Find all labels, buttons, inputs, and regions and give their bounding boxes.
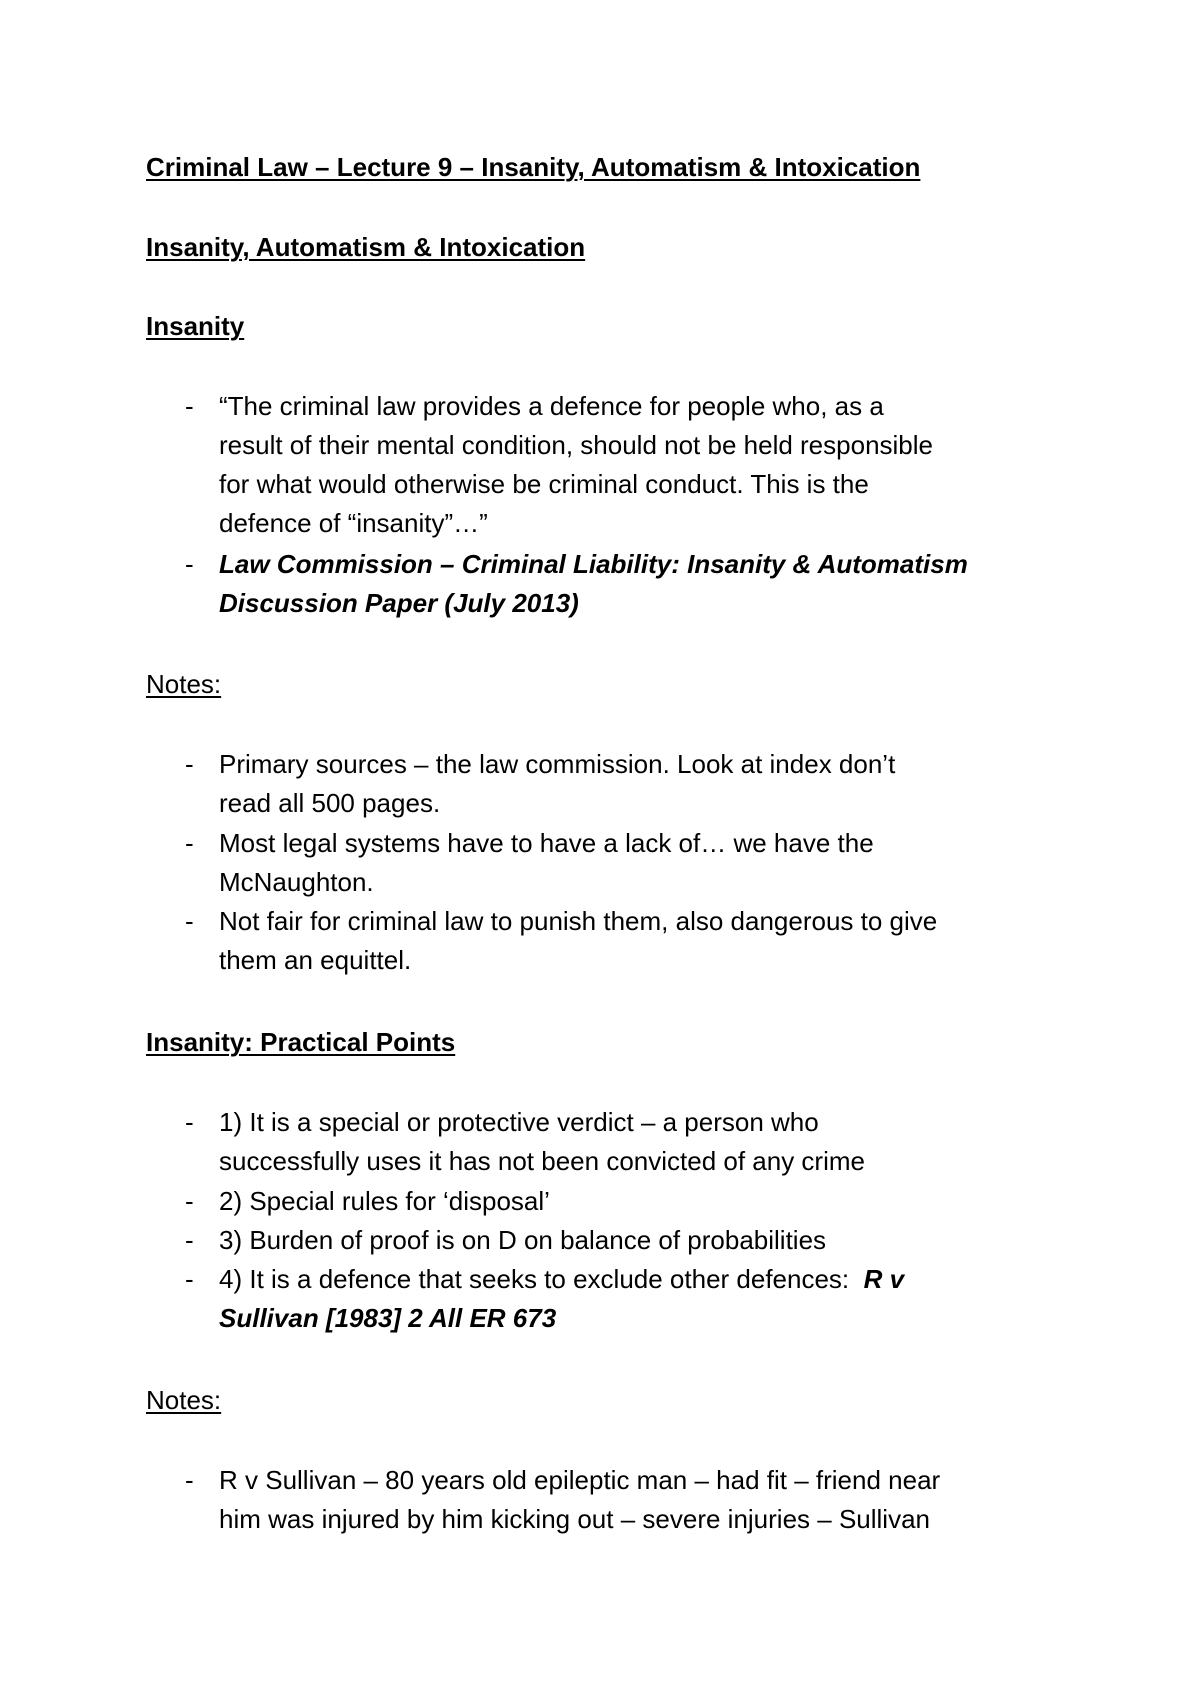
section-heading-insanity: Insanity <box>146 311 245 341</box>
notes-heading: Notes: <box>146 1385 222 1415</box>
practical-point-line: successfully uses it has not been convicted of any crime <box>219 1146 865 1176</box>
case-citation: R v <box>863 1264 905 1294</box>
bullet-dash: - <box>185 391 194 421</box>
note-line: McNaughton. <box>219 867 374 897</box>
note-line: them an equittel. <box>219 945 412 975</box>
bullet-dash: - <box>185 1225 194 1255</box>
bullet-dash: - <box>185 749 194 779</box>
document-subtitle: Insanity, Automatism & Intoxication <box>146 232 586 262</box>
source-citation: Discussion Paper (July 2013) <box>219 588 579 618</box>
quote-line: for what would otherwise be criminal conduct. This is the <box>219 469 869 499</box>
section-heading-practical-points: Insanity: Practical Points <box>146 1027 456 1057</box>
bullet-dash: - <box>185 906 194 936</box>
note-line: Most legal systems have to have a lack of… we have the <box>219 828 874 858</box>
notes-heading: Notes: <box>146 669 222 699</box>
quote-line: “The criminal law provides a defence for people who, as a <box>219 391 884 421</box>
case-citation: Sullivan [1983] 2 All ER 673 <box>219 1303 557 1333</box>
practical-point-text: 4) It is a defence that seeks to exclude other defences: <box>219 1264 864 1294</box>
document-title: Criminal Law – Lecture 9 – Insanity, Automatism & Intoxication <box>146 152 921 182</box>
quote-line: defence of “insanity”…” <box>219 508 488 538</box>
practical-point-line: 3) Burden of proof is on D on balance of probabilities <box>219 1225 827 1255</box>
bullet-dash: - <box>185 549 194 579</box>
note-line: Not fair for criminal law to punish them, also dangerous to give <box>219 906 938 936</box>
practical-point-line: 1) It is a special or protective verdict – a person who <box>219 1107 819 1137</box>
bullet-dash: - <box>185 1186 194 1216</box>
source-citation: Law Commission – Criminal Liability: Insanity & Automatism <box>219 549 968 579</box>
bullet-dash: - <box>185 1107 194 1137</box>
bullet-dash: - <box>185 828 194 858</box>
note-line: him was injured by him kicking out – severe injuries – Sullivan <box>219 1504 930 1534</box>
quote-line: result of their mental condition, should not be held responsible <box>219 430 933 460</box>
practical-point-line: 2) Special rules for ‘disposal’ <box>219 1186 550 1216</box>
note-line: R v Sullivan – 80 years old epileptic man – had fit – friend near <box>219 1465 941 1495</box>
note-line: read all 500 pages. <box>219 788 441 818</box>
bullet-dash: - <box>185 1465 194 1495</box>
practical-point-line <box>219 1264 904 1294</box>
bullet-dash: - <box>185 1264 194 1294</box>
note-line: Primary sources – the law commission. Look at index don’t <box>219 749 896 779</box>
